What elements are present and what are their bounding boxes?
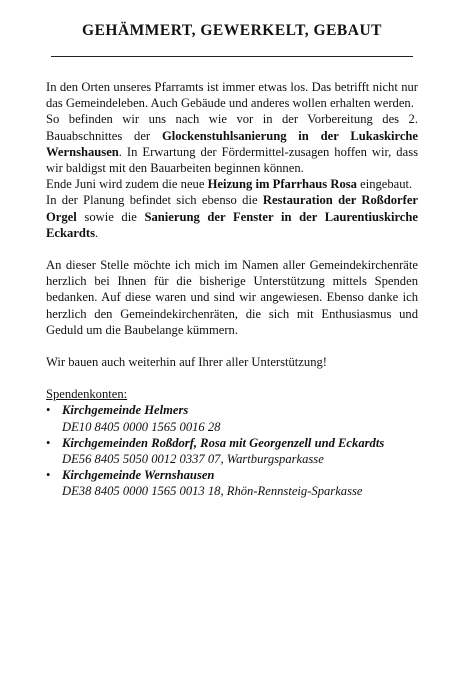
account-list <box>46 402 418 499</box>
spacer <box>46 370 418 386</box>
spacer <box>46 241 418 257</box>
text-span: . <box>94 225 99 240</box>
bold-project: Sanierung der Fenster in der Laurentiuskirche Eckardts <box>46 209 418 240</box>
spendenkonten-heading: Spendenkonten: <box>46 387 128 402</box>
text-span: In der Planung befindet sich ebenso die <box>46 193 263 208</box>
bold-project: Restauration der Roßdorfer Orgel <box>46 193 419 224</box>
paragraph-dank: An dieser Stelle möchte ich mich im Namen aller Gemeindekirchenräte herzlich bei Ihnen für die bisherige Unterstützung mittels Spenden bedanken. Auf diese waren und sind wir angewiesen. Ebenso danke ich herzlich den Gemeindekirchenräten, die sich mit Enthusiasmus und Geduld um die Baubelange kümmern. <box>46 258 418 337</box>
paragraph-glockenstuhl <box>46 111 418 176</box>
text-span: eingebaut. <box>356 177 413 192</box>
bold-project: Heizung im Pfarrhaus Rosa <box>207 177 357 192</box>
account-iban: DE38 8405 0000 1565 0013 18, Rhön-Rennsteig-Sparkasse <box>62 484 363 499</box>
account-name: Kirchgemeinde Wernshausen <box>62 468 215 483</box>
paragraph-intro: In den Orten unseres Pfarramts ist immer etwas los. Das betrifft nicht nur das Gemeindeleben. Auch Gebäude und anderes wollen erhalten werden. <box>46 80 418 111</box>
list-item <box>46 435 418 467</box>
bullet-icon: • <box>46 435 51 450</box>
paragraph-aufruf: Wir bauen auch weiterhin auf Ihrer aller Unterstützung! <box>46 355 327 370</box>
paragraph-heizung <box>46 176 418 192</box>
account-iban: DE56 8405 5050 0012 0337 07, Wartburgsparkasse <box>62 452 324 467</box>
account-name: Kirchgemeinde Helmers <box>62 403 189 418</box>
spacer <box>46 338 418 354</box>
list-item <box>46 467 418 499</box>
account-name: Kirchgemeinden Roßdorf, Rosa mit Georgenzell und Eckardts <box>62 435 385 450</box>
title-underline <box>51 56 413 57</box>
text-span: . In Erwartung der Fördermittel-zusagen hoffen wir, dass wir baldigst mit den Bauarbeiten beginnen können. <box>46 144 418 176</box>
bullet-icon: • <box>46 403 51 418</box>
list-item <box>46 402 418 434</box>
account-iban: DE10 8405 0000 1565 0016 28 <box>62 419 221 434</box>
bullet-icon: • <box>46 468 51 483</box>
paragraph-planung <box>46 192 418 241</box>
text-span: So befinden wir uns nach wie vor in der Vorbereitung des 2. Bauabschnittes der <box>46 112 418 143</box>
text-span: Ende Juni wird zudem die neue <box>46 177 208 192</box>
article-body <box>46 79 418 500</box>
text-span: sowie die <box>76 209 145 224</box>
page-title: GEHÄMMERT, GEWERKELT, GEBAUT <box>82 22 382 39</box>
bold-project: Glockenstuhlsanierung in der Lukaskirche Wernshausen <box>46 128 419 159</box>
